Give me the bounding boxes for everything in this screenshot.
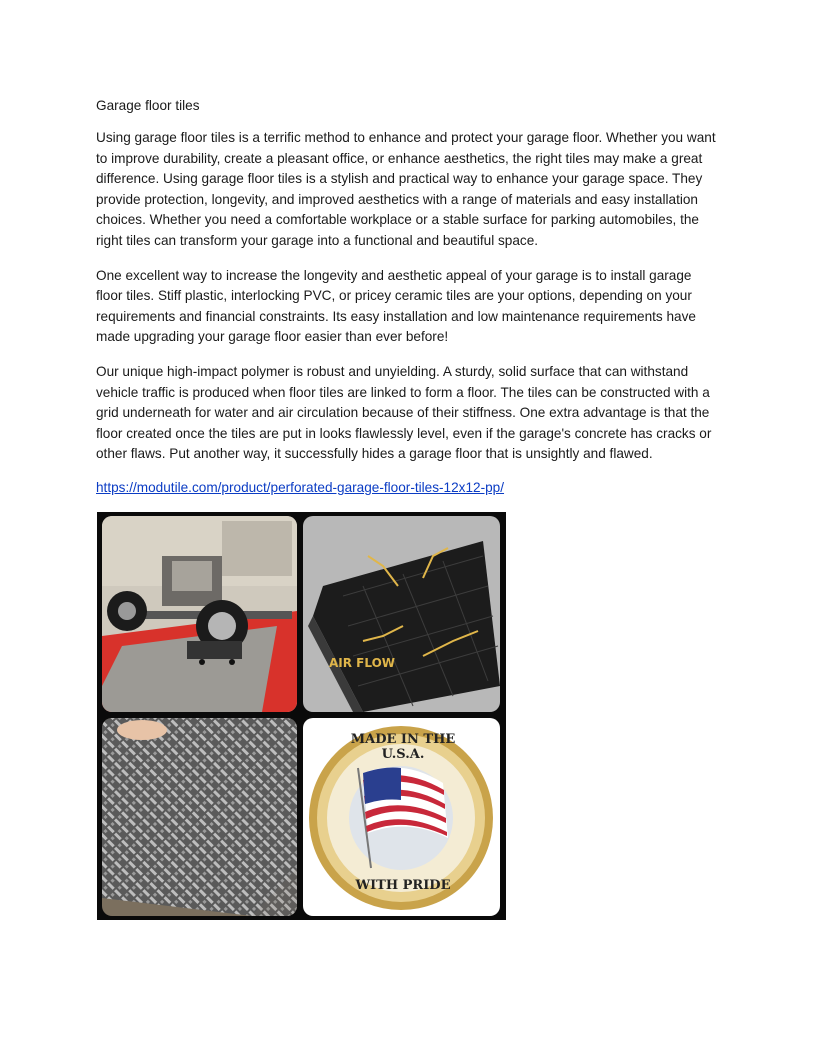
air-flow-label: AIR FLOW — [329, 656, 396, 670]
paragraph-2: One excellent way to increase the longevity and aesthetic appeal of your garage is to install garage floor tiles. Stiff plastic, interlocking PVC, or pricey ceramic tiles are your options, depending on your requirements and financial constraints. Its easy installation and low maintenance requirements have made upgrading your garage floor easier than ever before! — [96, 267, 696, 345]
seal-top-text: MADE IN THE U.S.A. — [350, 732, 456, 762]
seal-bottom-text: WITH PRIDE — [355, 878, 451, 893]
made-in-usa-seal — [303, 718, 500, 916]
product-image-collage — [97, 512, 506, 920]
document-page — [96, 96, 720, 498]
document-title: Garage floor tiles — [96, 98, 200, 113]
chassis-on-tiles-photo — [102, 516, 297, 712]
product-link[interactable]: https://modutile.com/product/perforated-garage-floor-tiles-12x12-pp/ — [96, 479, 505, 495]
air-flow-tile-photo — [303, 516, 500, 712]
perforated-tiles-photo — [102, 718, 297, 916]
paragraph-3: Our unique high-impact polymer is robust and unyielding. A sturdy, solid surface that can withstand vehicle traffic is produced when floor tiles are linked to form a floor. The tiles can be constructed with a grid underneath for water and air circulation because of their stiffness. One extra advantage is that the floor created once the tiles are put in looks flawlessly level, even if the garage's concrete has cracks or other flaws. Put another way, it successfully hides a garage floor that is unsightly and flawed. — [96, 363, 712, 462]
paragraph-1: Using garage floor tiles is a terrific method to enhance and protect your garage floor. Whether you want to improve durability, create a pleasant office, or enhance aesthetics, the right tiles may make a great difference. Using garage floor tiles is a stylish and practical way to enhance your garage space. They provide protection, longevity, and improved aesthetics with a range of materials and easy installation choices. Whether you need a comfortable workplace or a stable surface for parking automobiles, the right tiles can transform your garage into a functional and beautiful space. — [96, 130, 716, 248]
